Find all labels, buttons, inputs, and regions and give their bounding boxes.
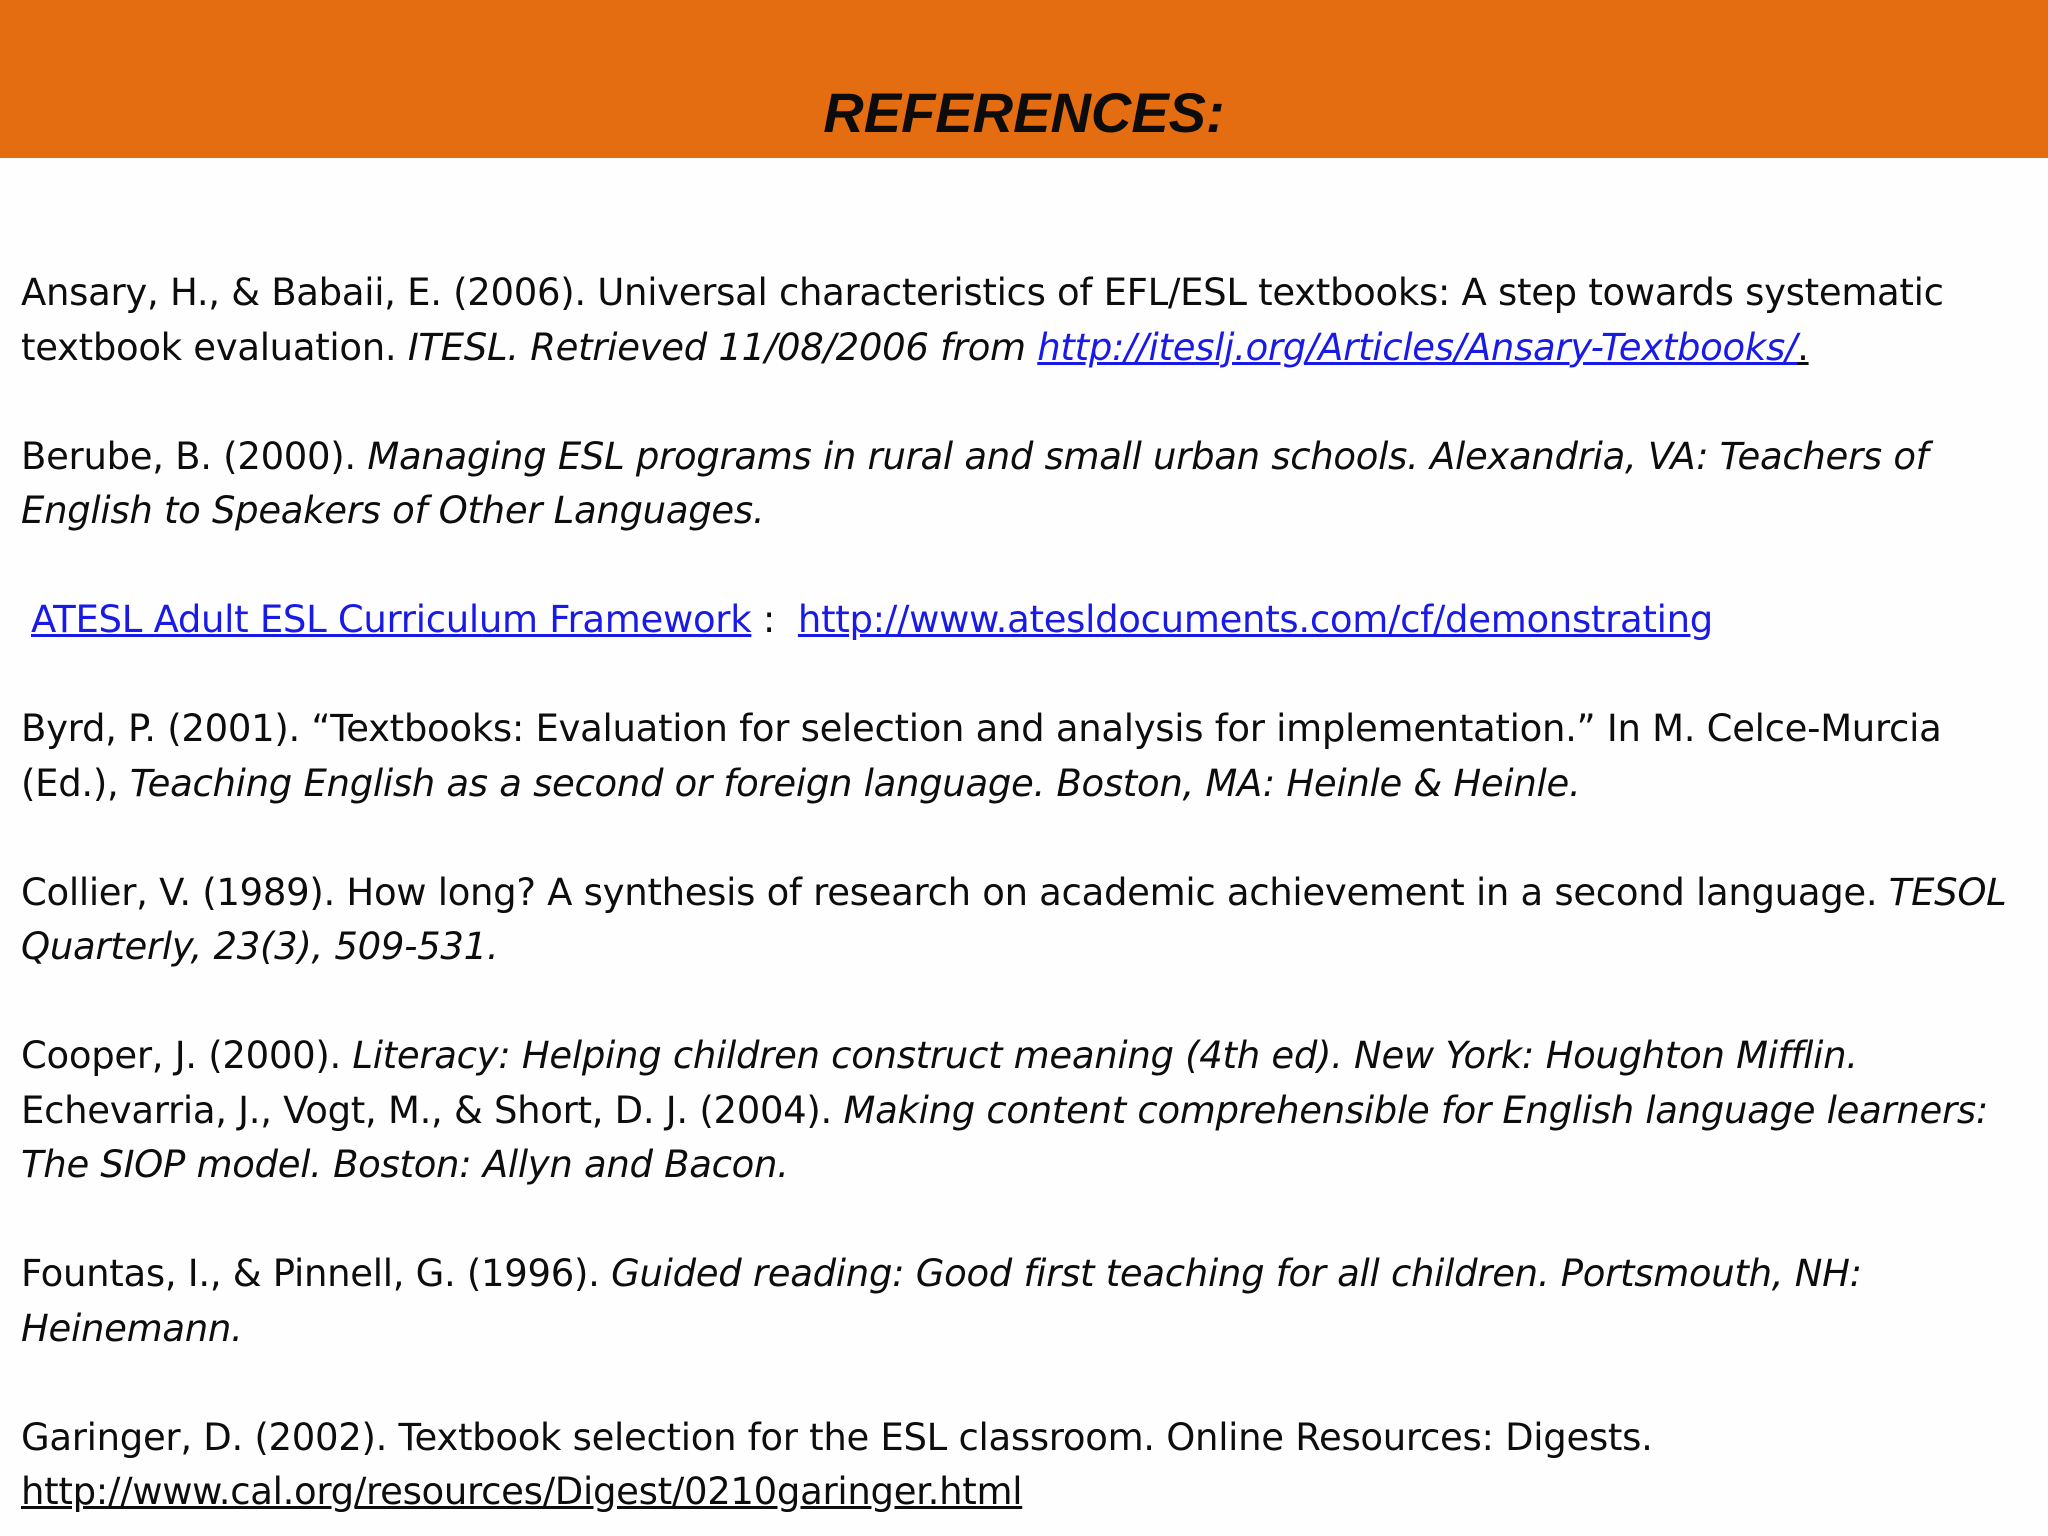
reference-source: Making content comprehensible for English language learners: The SIOP model. Boston: Allyn and Bacon. bbox=[21, 1088, 2000, 1186]
atesl-framework-link[interactable]: ATESL Adult ESL Curriculum Framework bbox=[31, 598, 752, 641]
reference-berube bbox=[21, 430, 2021, 539]
reference-echevarria bbox=[21, 1084, 2021, 1193]
reference-text: Echevarria, J., Vogt, M., & Short, D. J. (2004). bbox=[21, 1088, 844, 1132]
reference-byrd bbox=[21, 702, 2021, 811]
reference-text: Collier, V. (1989). How long? A synthesis of research on academic achievement in a second language. bbox=[21, 870, 1889, 914]
references-list bbox=[21, 266, 2021, 1520]
reference-ansary bbox=[21, 266, 2021, 375]
reference-text: Cooper, J. (2000). bbox=[21, 1034, 353, 1077]
reference-text: Ansary, H., & Babaii, E. (2006). Universal characteristics of EFL/ESL textbooks: A step towards systematic textbook evaluation. bbox=[21, 271, 1956, 369]
reference-source: Guided reading: Good first teaching for all children. Portsmouth, NH: Heinemann. bbox=[21, 1252, 1874, 1350]
reference-source: TESOL Quarterly, 23(3), 509-531. bbox=[21, 870, 2018, 968]
atesl-url-link[interactable]: http://www.atesldocuments.com/cf/demonstrating bbox=[797, 598, 1713, 641]
reference-text: Byrd, P. (2001). “Textbooks: Evaluation for selection and analysis for implementation.” In M. Celce-Murcia (Ed.), bbox=[21, 707, 1953, 805]
reference-cooper bbox=[21, 1029, 2021, 1084]
ansary-link[interactable]: http://iteslj.org/Articles/Ansary-Textbooks/ bbox=[1037, 325, 1798, 369]
reference-source: Managing ESL programs in rural and small urban schools. Alexandria, VA: Teachers of English to Speakers of Other Languages. bbox=[21, 434, 1940, 532]
reference-atesl bbox=[21, 593, 2021, 648]
reference-source: Literacy: Helping children construct meaning (4th ed). New York: Houghton Mifflin. bbox=[352, 1034, 1858, 1077]
slide-title: REFERENCES: bbox=[823, 81, 1225, 144]
reference-text: Garinger, D. (2002). Textbook selection for the ESL classroom. Online Resources: Digests. bbox=[21, 1415, 1665, 1459]
reference-period: . bbox=[1797, 325, 1809, 369]
reference-text: Fountas, I., & Pinnell, G. (1996). bbox=[21, 1252, 612, 1295]
reference-separator: : bbox=[751, 598, 798, 641]
garinger-link[interactable]: http://www.cal.org/resources/Digest/0210garinger.html bbox=[21, 1470, 1023, 1513]
reference-collier bbox=[21, 866, 2021, 975]
reference-source: ITESL. Retrieved 11/08/2006 from bbox=[407, 325, 1038, 369]
reference-fountas bbox=[21, 1247, 2021, 1356]
reference-source: Teaching English as a second or foreign language. Boston, MA: Heinle & Heinle. bbox=[129, 761, 1581, 805]
reference-garinger bbox=[21, 1411, 2021, 1520]
reference-text: Berube, B. (2000). bbox=[21, 434, 368, 478]
